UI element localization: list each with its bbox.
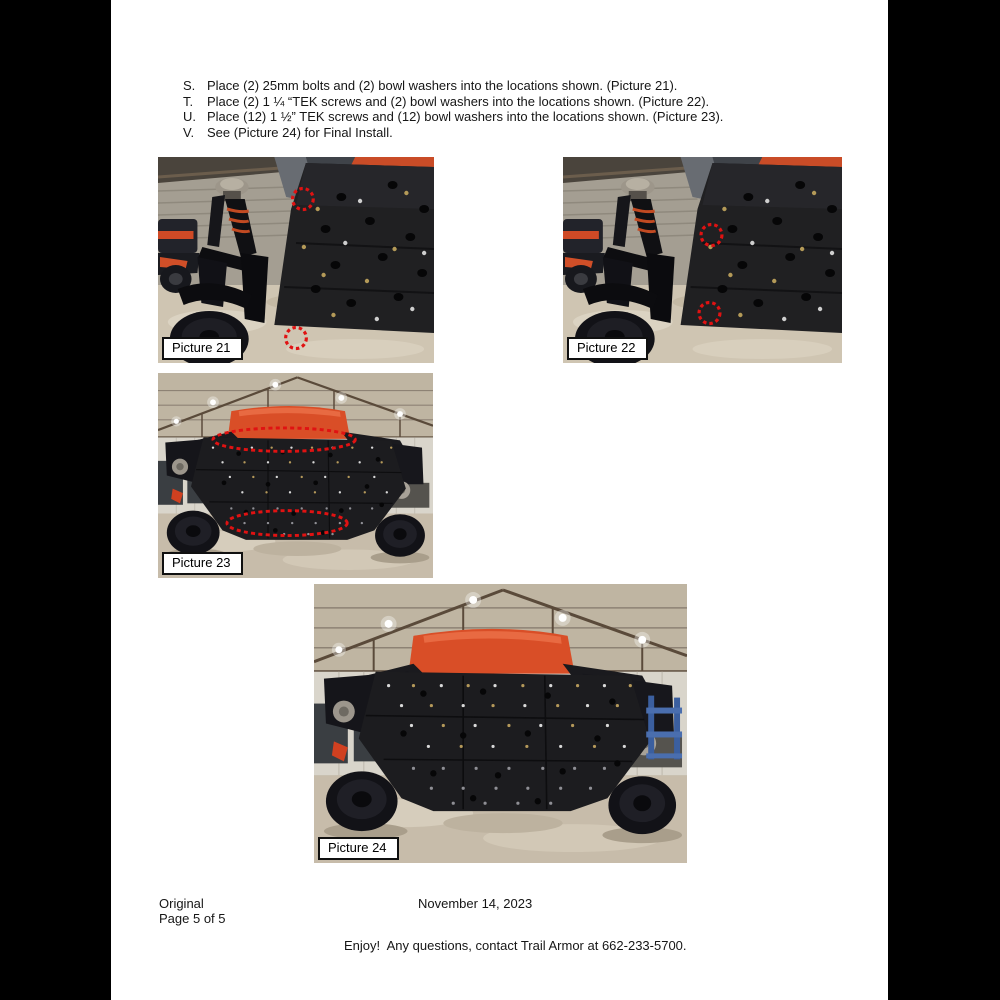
utv-side-view-photo <box>158 373 433 578</box>
step-letter: V. <box>183 124 195 140</box>
footer-version-label: Original <box>159 896 204 911</box>
step-text: Place (12) 1 ½” TEK screws and (12) bowl washers into the locations shown. (Picture 23). <box>207 109 724 125</box>
instruction-step-v <box>183 125 723 141</box>
picture-24-photo <box>314 584 687 863</box>
utv-final-install-photo <box>314 584 687 863</box>
picture-caption: Picture 22 <box>567 337 648 360</box>
instruction-step-s <box>183 78 723 94</box>
picture-23-photo <box>158 373 433 578</box>
picture-22-photo <box>563 157 842 363</box>
picture-caption: Picture 24 <box>318 837 399 860</box>
step-text: See (Picture 24) for Final Install. <box>207 124 393 140</box>
step-text: Place (2) 25mm bolts and (2) bowl washers into the locations shown. (Picture 21). <box>207 78 678 93</box>
picture-caption: Picture 23 <box>162 552 243 575</box>
instruction-list <box>183 78 723 140</box>
step-letter: T. <box>183 93 194 109</box>
utv-front-quarter-photo <box>158 157 434 363</box>
document-page <box>111 0 888 1000</box>
footer-date: November 14, 2023 <box>418 896 533 911</box>
footer-page-number: Page 5 of 5 <box>159 911 226 926</box>
step-letter: U. <box>183 109 196 125</box>
footer-contact-line: Enjoy! Any questions, contact Trail Armor at 662-233-5700. <box>344 938 687 953</box>
step-letter: S. <box>183 78 196 93</box>
picture-caption: Picture 21 <box>162 337 243 360</box>
utv-front-quarter-photo <box>563 157 842 363</box>
instruction-step-u <box>183 109 723 125</box>
instruction-step-t <box>183 94 723 110</box>
picture-21-photo <box>158 157 434 363</box>
step-text: Place (2) 1 ¼ “TEK screws and (2) bowl washers into the locations shown. (Picture 22). <box>207 93 710 109</box>
